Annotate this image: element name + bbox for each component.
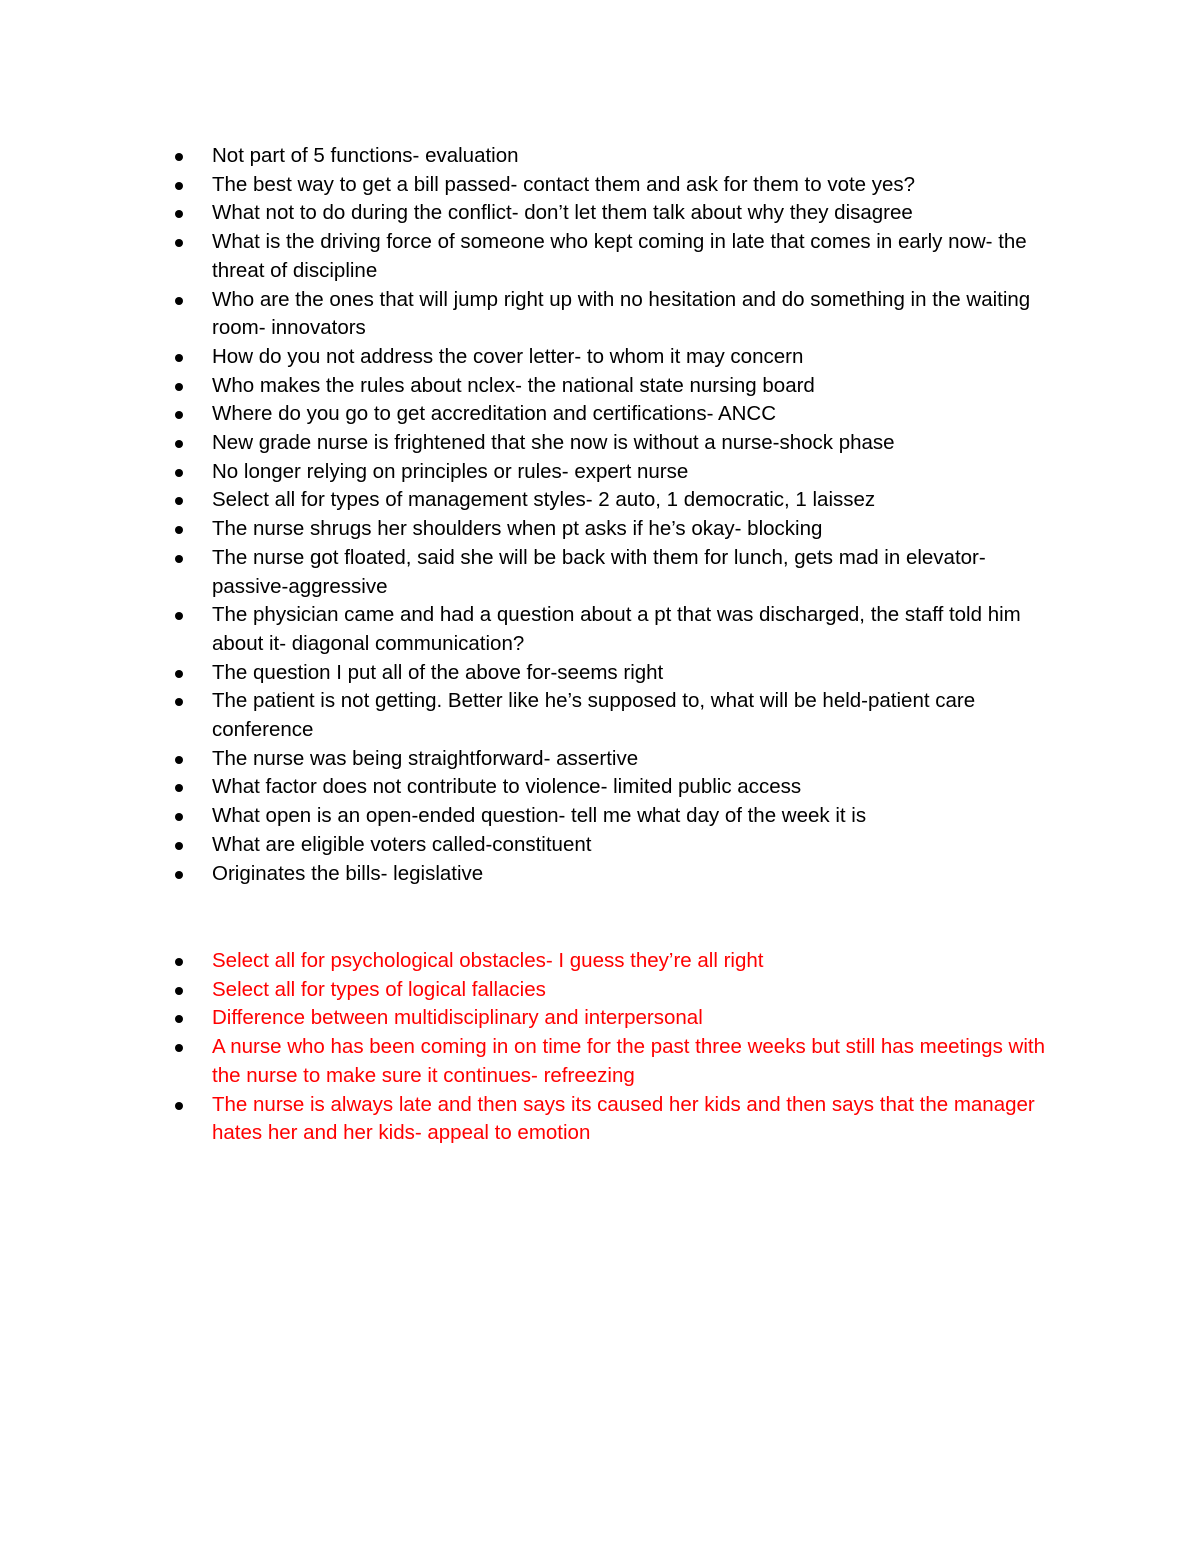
list-item-text: Select all for psychological obstacles- I guess they’re all right [212,949,764,972]
list-item [173,544,1053,601]
bullet-icon [175,842,183,850]
list-item [173,687,1053,744]
list-item-text: Not part of 5 functions- evaluation [212,144,519,167]
list-item [173,947,1053,976]
list-item [173,199,1053,228]
list-item-text: Originates the bills- legislative [212,861,484,885]
list-item-text: New grade nurse is frightened that she now is without a nurse-shock phase [212,431,895,455]
bullet-icon [175,555,183,563]
bullet-icon [175,871,183,879]
bullet-icon [175,469,183,477]
list-item-text: A nurse who has been coming in on time for the past three weeks but still has meetings with the nurse to make sure it continues- refreezing [212,1035,1045,1087]
list-item-text: Select all for types of logical fallacies [212,977,546,1001]
bullet-icon [175,182,183,190]
list-item-text: What are eligible voters called-constituent [212,832,592,856]
list-item [173,773,1053,802]
bullet-icon [175,698,183,706]
list-item-text: What not to do during the conflict- don’t let them talk about why they disagree [212,201,913,225]
list-item-text: Who makes the rules about nclex- the national state nursing board [212,373,815,397]
bullet-icon [175,411,183,419]
list-item [173,976,1053,1005]
list-item [173,860,1053,889]
list-item [173,745,1053,774]
bullet-icon [175,497,183,505]
list-item [173,486,1053,515]
list-item-text: Select all for types of management styles- 2 auto, 1 democratic, 1 laissez [212,488,876,512]
list-item [173,601,1053,658]
bullet-icon [175,987,183,995]
list-item-text: Difference between multidisciplinary and interpersonal [212,1006,703,1030]
list-item-text: What open is an open-ended question- tell me what day of the week it is [212,804,867,828]
list-item [173,372,1053,401]
list-item-text: The patient is not getting. Better like he’s supposed to, what will be held-patient care conference [212,689,976,742]
list-item [173,343,1053,372]
list-item-text: What is the driving force of someone who kept coming in late that comes in early now- the threat of discipline [212,230,1027,282]
list-item-text: The nurse got floated, said she will be back with them for lunch, gets mad in elevator- passive-aggressive [212,545,986,598]
list-item [173,171,1053,200]
list-item-text: Where do you go to get accreditation and certifications- ANCC [212,402,777,426]
list-item [173,1033,1053,1090]
list-item-text: Who are the ones that will jump right up with no hesitation and do something in the waiting room- innovators [212,287,1031,340]
bullet-icon [175,784,183,792]
list-item-text: The best way to get a bill passed- contact them and ask for them to vote yes? [212,172,916,196]
bullet-icon [175,354,183,362]
list-item [173,142,1053,171]
bullet-icon [175,297,183,305]
list-item [173,1091,1053,1148]
bullet-icon [175,210,183,218]
list-item [173,831,1053,860]
bullet-icon [175,813,183,821]
list-item-text: No longer relying on principles or rules- expert nurse [212,459,689,483]
list-item [173,458,1053,487]
bullet-icon [175,1102,183,1110]
notes-list [173,142,1053,888]
highlighted-notes-list [173,947,1053,1148]
bullet-icon [175,612,183,620]
list-item-text: The nurse was being straightforward- assertive [212,746,639,770]
list-item [173,802,1053,831]
bullet-icon [175,1044,183,1052]
list-item [173,228,1053,285]
bullet-icon [175,383,183,391]
bullet-icon [175,440,183,448]
bullet-icon [175,670,183,678]
bullet-icon [175,1015,183,1023]
list-item-text: The nurse is always late and then says its caused her kids and then says that the manager hates her and her kids- appeal to emotion [212,1092,1035,1145]
bullet-icon [175,153,183,161]
list-item-text: The nurse shrugs her shoulders when pt asks if he’s okay- blocking [212,517,823,541]
bullet-icon [175,526,183,534]
list-item [173,400,1053,429]
list-item-text: How do you not address the cover letter- to whom it may concern [212,344,804,368]
bullet-icon [175,756,183,764]
list-item-text: The question I put all of the above for-seems right [212,660,664,684]
list-item-text: The physician came and had a question about a pt that was discharged, the staff told him about it- diagonal communication? [212,603,1021,655]
list-item [173,429,1053,458]
list-item [173,515,1053,544]
list-item-text: What factor does not contribute to violence- limited public access [212,775,802,799]
list-item [173,659,1053,688]
bullet-icon [175,239,183,247]
list-item [173,286,1053,343]
bullet-icon [175,958,183,966]
list-item [173,1004,1053,1033]
